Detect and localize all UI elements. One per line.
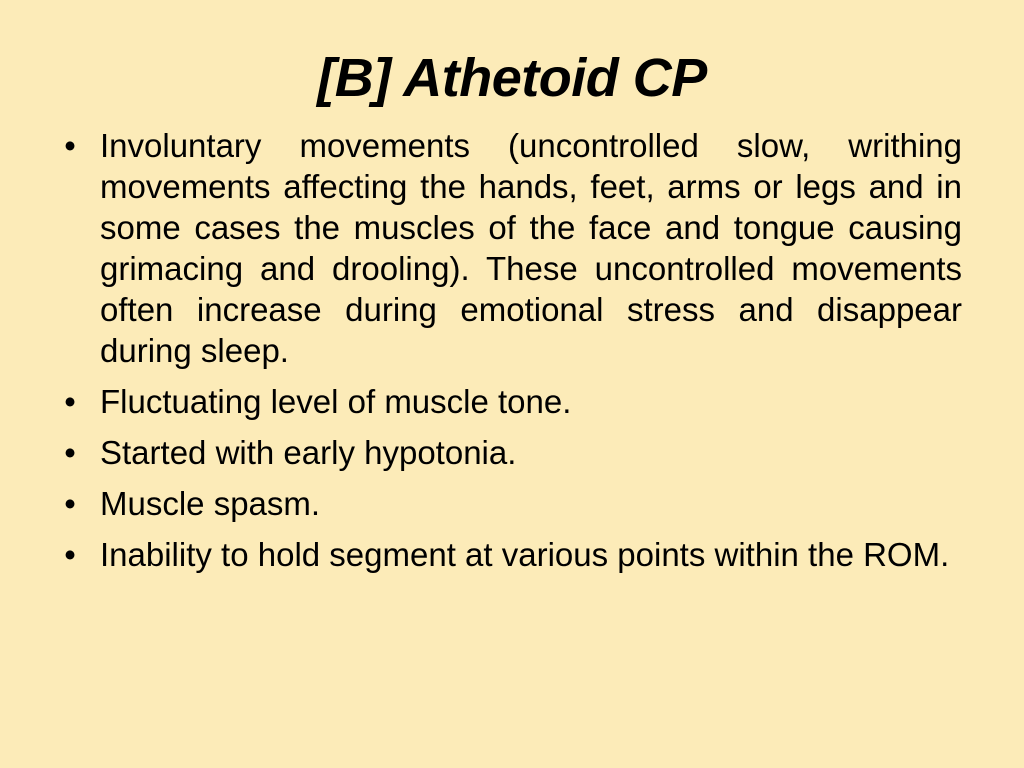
bullet-text: Started with early hypotonia. xyxy=(100,434,517,471)
bullet-item xyxy=(58,483,962,524)
bullet-dot-icon: • xyxy=(64,383,76,420)
bullet-dot-icon: • xyxy=(64,127,76,164)
bullet-text: Inability to hold segment at various points within the ROM. xyxy=(100,536,950,573)
slide-title: [B] Athetoid CP xyxy=(317,48,707,108)
bullet-item xyxy=(58,432,962,473)
bullet-text: Fluctuating level of muscle tone. xyxy=(100,383,572,420)
bullet-text: Muscle spasm. xyxy=(100,485,321,522)
bullet-text: Involuntary movements (uncontrolled slow, writhing movements affecting the hands, feet, arms or legs and in some cases the muscles of the face and tongue causing grimacing and drooling). These uncontrolled movements often increase during emotional stress and disappear during sleep. xyxy=(100,127,962,369)
bullet-item xyxy=(58,381,962,422)
bullet-dot-icon: • xyxy=(64,434,76,471)
bullet-dot-icon: • xyxy=(64,485,76,522)
bullet-list xyxy=(58,125,962,585)
bullet-dot-icon: • xyxy=(64,536,76,573)
bullet-item xyxy=(58,125,962,371)
bullet-item xyxy=(58,534,962,575)
